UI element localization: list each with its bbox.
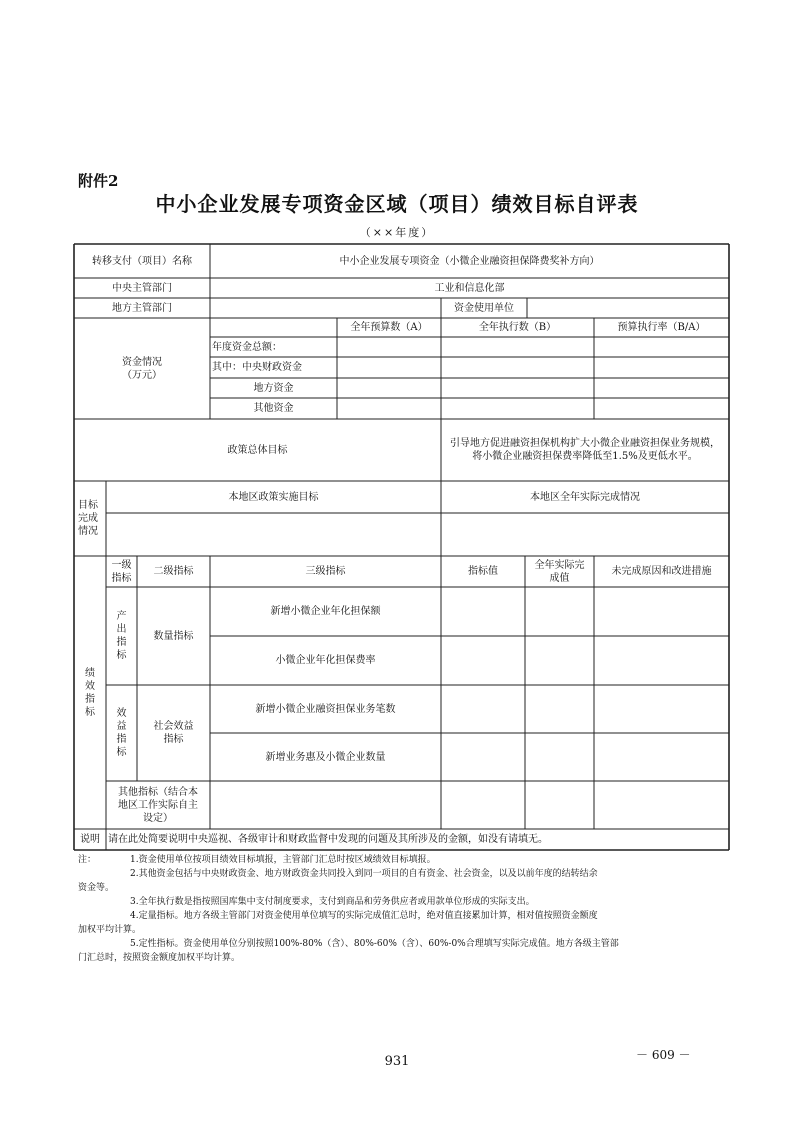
header-indicator-value: 指标值 — [468, 566, 498, 577]
target-side-1: 目标 — [78, 500, 98, 511]
header-actual-value — [525, 556, 594, 587]
header-level2: 二级指标 — [153, 566, 194, 577]
notes-label: 注： — [78, 855, 97, 865]
perf-side-label — [74, 556, 106, 829]
attachment-label: 附件2 — [78, 172, 119, 190]
quantity-indicator-label: 数量指标 — [153, 630, 194, 642]
transfer-value: 中小企业发展专项资金（小微企业融资担保降费奖补方向） — [339, 255, 600, 267]
output-4: 标 — [116, 650, 127, 661]
policy-goal-text: 引导地方促进融资担保机构扩大小微企业融资担保业务规模，将小微企业融资担保费率降低至1.5%及更低水平。 — [450, 438, 720, 462]
target-side-3: 情况 — [78, 526, 98, 537]
local-goal-label: 本地区政策实施目标 — [228, 491, 319, 503]
output-1: 产 — [116, 611, 127, 622]
header-level1 — [106, 556, 137, 587]
funds-label-line2: （万元） — [122, 369, 162, 381]
year-label: （××年度） — [359, 226, 435, 239]
col-exec-rate: 预算执行率（B/A） — [617, 322, 706, 333]
col-budget-a: 全年预算数（A） — [350, 322, 428, 333]
other-3: 设定） — [143, 812, 173, 824]
side-page-number: － 609 － — [636, 1048, 691, 1062]
page-number: 931 — [384, 1054, 410, 1069]
output-indicator-label — [106, 587, 137, 685]
funds-label-line1: 资金情况 — [122, 356, 162, 368]
funds-row-total: 年度资金总额： — [212, 341, 282, 353]
header-level1-line1: 一级 — [111, 559, 132, 571]
header-actual-line1: 全年实际完 — [534, 559, 585, 571]
note-5a: 5.定性指标。资金使用单位分别按照100%-80%（含）、80%-60%（含）、60%-0%合理填写实际完成值。地方各级主管部 — [130, 939, 619, 949]
header-reason: 未完成原因和改进措施 — [611, 566, 712, 577]
benefit-1: 效 — [116, 708, 127, 719]
col-executed-b: 全年执行数（B） — [478, 322, 557, 333]
funds-label — [74, 318, 210, 419]
benefit-4: 标 — [116, 747, 127, 758]
page-title: 中小企业发展专项资金区域（项目）绩效目标自评表 — [155, 192, 639, 216]
target-side-label — [74, 481, 106, 556]
explain-label: 说明 — [80, 834, 100, 845]
other-1: 其他指标（结合本 — [118, 786, 198, 798]
header-level1-line2: 指标 — [111, 572, 132, 584]
social-benefit-label — [137, 685, 210, 781]
output-3: 指 — [116, 637, 127, 648]
fund-unit-label: 资金使用单位 — [454, 302, 514, 314]
note-2b: 资金等。 — [78, 883, 115, 893]
explain-text: 请在此处简要说明中央巡视、各级审计和财政监督中发现的问题及其所涉及的金额，如没有请填无。 — [108, 834, 548, 845]
indicator-guarantee-rate: 小微企业年化担保费率 — [275, 655, 376, 666]
local-actual-label: 本地区全年实际完成情况 — [530, 491, 640, 503]
transfer-label: 转移支付（项目）名称 — [92, 255, 192, 267]
perf-side-3: 指 — [85, 693, 95, 705]
note-5b: 门汇总时，按照资金额度加权平均计算。 — [78, 953, 241, 963]
perf-side-1: 绩 — [85, 667, 95, 679]
perf-side-2: 效 — [85, 680, 95, 692]
indicator-beneficiaries: 新增业务惠及小微企业数量 — [265, 751, 386, 763]
notes — [78, 853, 728, 965]
note-4a: 4.定量指标。地方各级主管部门对资金使用单位填写的实际完成值汇总时，绝对值直接累加计算，相对值按照资金额度 — [130, 911, 598, 921]
other-indicator-label — [106, 781, 210, 829]
funds-row-local: 地方资金 — [253, 382, 294, 394]
note-2a: 2.其他资金包括与中央财政资金、地方财政资金共同投入到同一项目的自有资金、社会资金，以及以前年度的结转结余 — [130, 869, 598, 879]
output-2: 出 — [116, 624, 127, 635]
benefit-indicator-label — [106, 685, 137, 781]
policy-goal-label: 政策总体目标 — [227, 444, 288, 456]
central-dept-label: 中央主管部门 — [112, 282, 172, 294]
benefit-3: 指 — [116, 734, 127, 745]
social-1: 社会效益 — [153, 721, 194, 732]
social-2: 指标 — [163, 734, 184, 745]
local-dept-label: 地方主管部门 — [112, 302, 172, 314]
funds-row-central: 其中：中央财政资金 — [212, 362, 302, 373]
note-4b: 加权平均计算。 — [78, 925, 142, 935]
header-level3: 三级指标 — [305, 566, 346, 577]
note-1: 1.资金使用单位按项目绩效目标填报，主管部门汇总时按区域绩效目标填报。 — [130, 855, 436, 865]
central-dept-value: 工业和信息化部 — [434, 282, 505, 294]
indicator-new-guarantee: 新增小微企业年化担保额 — [270, 606, 381, 617]
note-3: 3.全年执行数是指按照国库集中支付制度要求，支付到商品和劳务供应者或用款单位形成的实际支出。 — [130, 897, 535, 907]
perf-side-4: 标 — [85, 706, 95, 718]
funds-row-other: 其他资金 — [253, 403, 294, 414]
benefit-2: 益 — [116, 721, 127, 732]
header-actual-line2: 成值 — [549, 572, 570, 584]
other-2: 地区工作实际自主 — [118, 799, 198, 811]
indicator-new-count: 新增小微企业融资担保业务笔数 — [255, 703, 396, 715]
target-side-2: 完成 — [78, 513, 98, 524]
